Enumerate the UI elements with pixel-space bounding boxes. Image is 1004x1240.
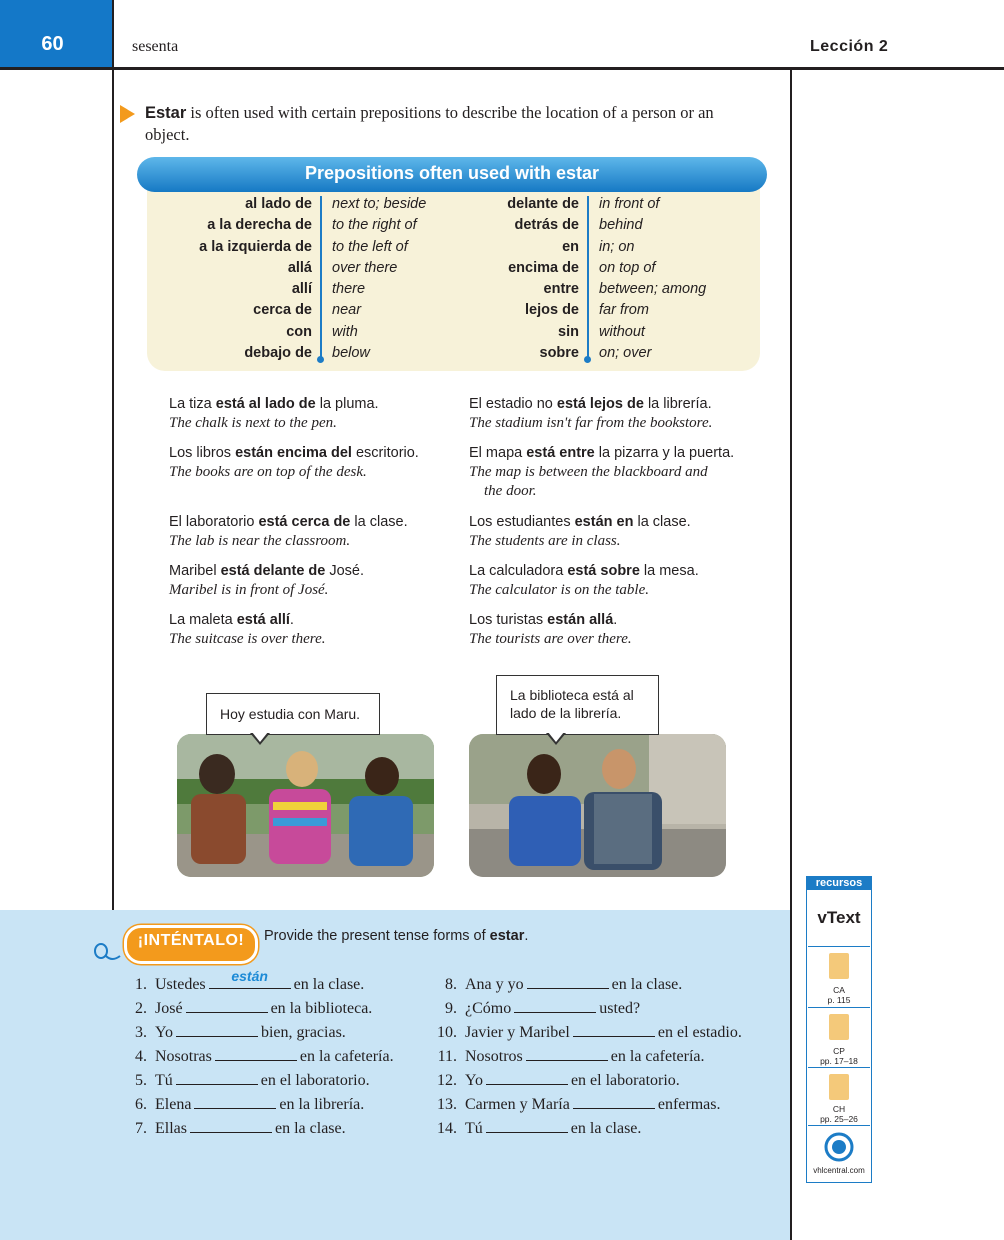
speech-bubble-tail — [252, 732, 268, 742]
exercise-item: 8. Ana y yo en la clase. — [445, 976, 683, 993]
recursos-item-ca[interactable] — [808, 946, 870, 1007]
workbook-icon — [829, 1074, 849, 1100]
table-divider-dot — [584, 356, 591, 363]
prep-es: delante de — [507, 196, 579, 212]
prep-en: next to; beside — [332, 196, 427, 212]
exercise-item: 5. Tú en el laboratorio. — [135, 1072, 370, 1089]
prep-es: allí — [291, 281, 312, 298]
speech-bubble-left — [206, 693, 380, 735]
table-col-left-en — [332, 194, 482, 364]
prep-en: there — [332, 281, 366, 298]
prep-en: in front of — [599, 196, 660, 212]
table-divider-left — [320, 196, 322, 358]
recursos-title: recursos — [806, 876, 872, 890]
answer-blank[interactable] — [215, 1046, 297, 1061]
prep-es: lejos de — [525, 302, 579, 319]
prep-en: in; on — [599, 238, 635, 255]
exercise-item: 9. ¿Cómo usted? — [445, 1000, 641, 1017]
exercise-item: 14. Tú en la clase. — [437, 1120, 642, 1137]
recursos-item-ch[interactable] — [808, 1067, 870, 1126]
recursos-pages: pp. 17–18 — [820, 1056, 858, 1066]
exercise-item: 7. Ellas en la clase. — [135, 1120, 346, 1137]
speech-bubble-right — [496, 675, 659, 735]
example-sentence: Los libros están encima del escritorio. The books are on top of the desk. — [169, 445, 419, 480]
table-divider-right — [587, 196, 589, 358]
intro-lead: Estar — [145, 104, 187, 122]
lesson-title: Lección 2 — [810, 38, 889, 55]
prep-es: cerca de — [253, 302, 312, 319]
exercise-list-right — [437, 974, 742, 1142]
speech-bubble-text: La biblioteca está al lado de la librería. — [510, 687, 634, 721]
exercise-item: 11. Nosotros en la cafetería. — [437, 1048, 705, 1065]
page-number: 60 — [41, 33, 64, 55]
vhlcentral-url: vhlcentral.com — [813, 1166, 865, 1175]
mouse-icon — [92, 942, 122, 969]
exercise-item: 1. Ustedes están en la clase. — [135, 968, 365, 993]
exercise-item: 12. Yo en el laboratorio. — [437, 1072, 680, 1089]
prep-en: on top of — [599, 259, 656, 276]
exercise-item: 2. José en la biblioteca. — [135, 1000, 373, 1017]
example-sentence: La tiza está al lado de la pluma. The chalk is next to the pen. — [169, 396, 379, 431]
answer-blank[interactable] — [194, 1094, 276, 1109]
prep-es: entre — [543, 281, 579, 298]
recursos-code: CH — [832, 1104, 846, 1114]
answer-blank[interactable] — [514, 998, 596, 1013]
exercise-item: 6. Elena en la librería. — [135, 1096, 365, 1113]
answer-blank[interactable] — [573, 1022, 655, 1037]
table-col-right-es — [470, 194, 579, 364]
recursos-item-cp[interactable] — [808, 1007, 870, 1068]
recursos-pages: pp. 25–26 — [820, 1114, 858, 1124]
prep-es: sin — [558, 323, 579, 340]
prep-en: on; over — [599, 345, 652, 362]
answer-blank[interactable] — [186, 998, 268, 1013]
answer-blank[interactable] — [486, 1070, 568, 1085]
recursos-pages: p. 115 — [827, 995, 851, 1005]
prep-es: allá — [287, 259, 312, 276]
prep-es: encima de — [508, 259, 579, 276]
bullet-arrow-icon — [120, 105, 135, 123]
prep-en: with — [332, 323, 358, 340]
workbook-icon — [829, 953, 849, 979]
workbook-icon — [829, 1014, 849, 1040]
recursos-code: CA — [833, 985, 845, 995]
prep-en: between; among — [599, 281, 707, 298]
example-sentence: El mapa está entre la pizarra y la puerta. The map is between the blackboard and the door. — [469, 445, 735, 499]
sample-answer: están — [231, 968, 268, 984]
vhlcentral-logo-icon — [824, 1132, 854, 1167]
photo-people-pointing — [469, 734, 726, 877]
prep-en: to the left of — [332, 238, 408, 255]
answer-blank[interactable] — [527, 974, 609, 989]
prep-es: a la izquierda de — [199, 238, 312, 255]
vhlcentral-link[interactable] — [808, 1125, 870, 1181]
right-margin-rule — [790, 68, 792, 1240]
photo-students-studying — [177, 734, 434, 877]
prep-es: en — [562, 238, 579, 255]
answer-blank[interactable] — [573, 1094, 655, 1109]
prep-en: to the right of — [332, 217, 417, 234]
intentalo-instruction: Provide the present tense forms of estar. — [264, 928, 529, 944]
table-col-right-en — [599, 194, 749, 364]
exercise-item: 13. Carmen y María enfermas. — [437, 1096, 721, 1113]
example-sentence: El laboratorio está cerca de la clase. The lab is near the classroom. — [169, 514, 408, 549]
intro-paragraph — [145, 102, 745, 146]
left-margin-rule — [112, 0, 114, 910]
prep-en: near — [332, 302, 362, 319]
example-sentence: El estadio no está lejos de la librería. The stadium isn't far from the bookstore. — [469, 396, 713, 431]
exercise-item: 4. Nosotras en la cafetería. — [135, 1048, 394, 1065]
intentalo-label: ¡INTÉNTALO! — [137, 932, 245, 949]
prep-es: detrás de — [514, 217, 579, 234]
prep-es: con — [286, 323, 312, 340]
prep-es: sobre — [539, 345, 579, 362]
answer-blank[interactable] — [176, 1022, 258, 1037]
example-sentence: Maribel está delante de José. Maribel is in front of José. — [169, 563, 365, 598]
speech-bubble-text: Hoy estudia con Maru. — [220, 706, 361, 722]
answer-blank[interactable] — [190, 1118, 272, 1133]
table-divider-dot — [317, 356, 324, 363]
header-rule — [0, 67, 1004, 70]
prep-en: without — [599, 323, 645, 340]
example-sentence: La maleta está allí. The suitcase is over there. — [169, 612, 326, 647]
answer-blank[interactable] — [209, 968, 291, 989]
table-title: Prepositions often used with estar — [304, 163, 600, 183]
example-sentence: Los turistas están allá. The tourists are over there. — [469, 612, 632, 647]
vtext-link[interactable]: vText — [817, 908, 861, 927]
prep-es: debajo de — [244, 345, 312, 362]
prep-en: far from — [599, 302, 649, 319]
prep-es: al lado de — [245, 196, 312, 212]
answer-blank[interactable] — [176, 1070, 258, 1085]
exercise-item: 10. Javier y Maribel en el estadio. — [437, 1024, 742, 1041]
example-sentence: La calculadora está sobre la mesa. The calculator is on the table. — [469, 563, 699, 598]
prep-es: a la derecha de — [207, 217, 312, 234]
table-col-left-es — [150, 194, 312, 364]
prep-en: over there — [332, 259, 398, 276]
speech-bubble-tail — [548, 732, 564, 742]
intro-text: is often used with certain prepositions to describe the location of a person or an object. — [145, 103, 714, 144]
recursos-code: CP — [833, 1046, 845, 1056]
prep-en: below — [332, 345, 370, 362]
exercise-item: 3. Yo bien, gracias. — [135, 1024, 346, 1041]
answer-blank[interactable] — [486, 1118, 568, 1133]
page-word: sesenta — [132, 38, 179, 55]
exercise-list-left — [127, 968, 394, 1142]
prep-en: behind — [599, 217, 643, 234]
answer-blank[interactable] — [526, 1046, 608, 1061]
example-sentence: Los estudiantes están en la clase. The students are in class. — [469, 514, 691, 549]
